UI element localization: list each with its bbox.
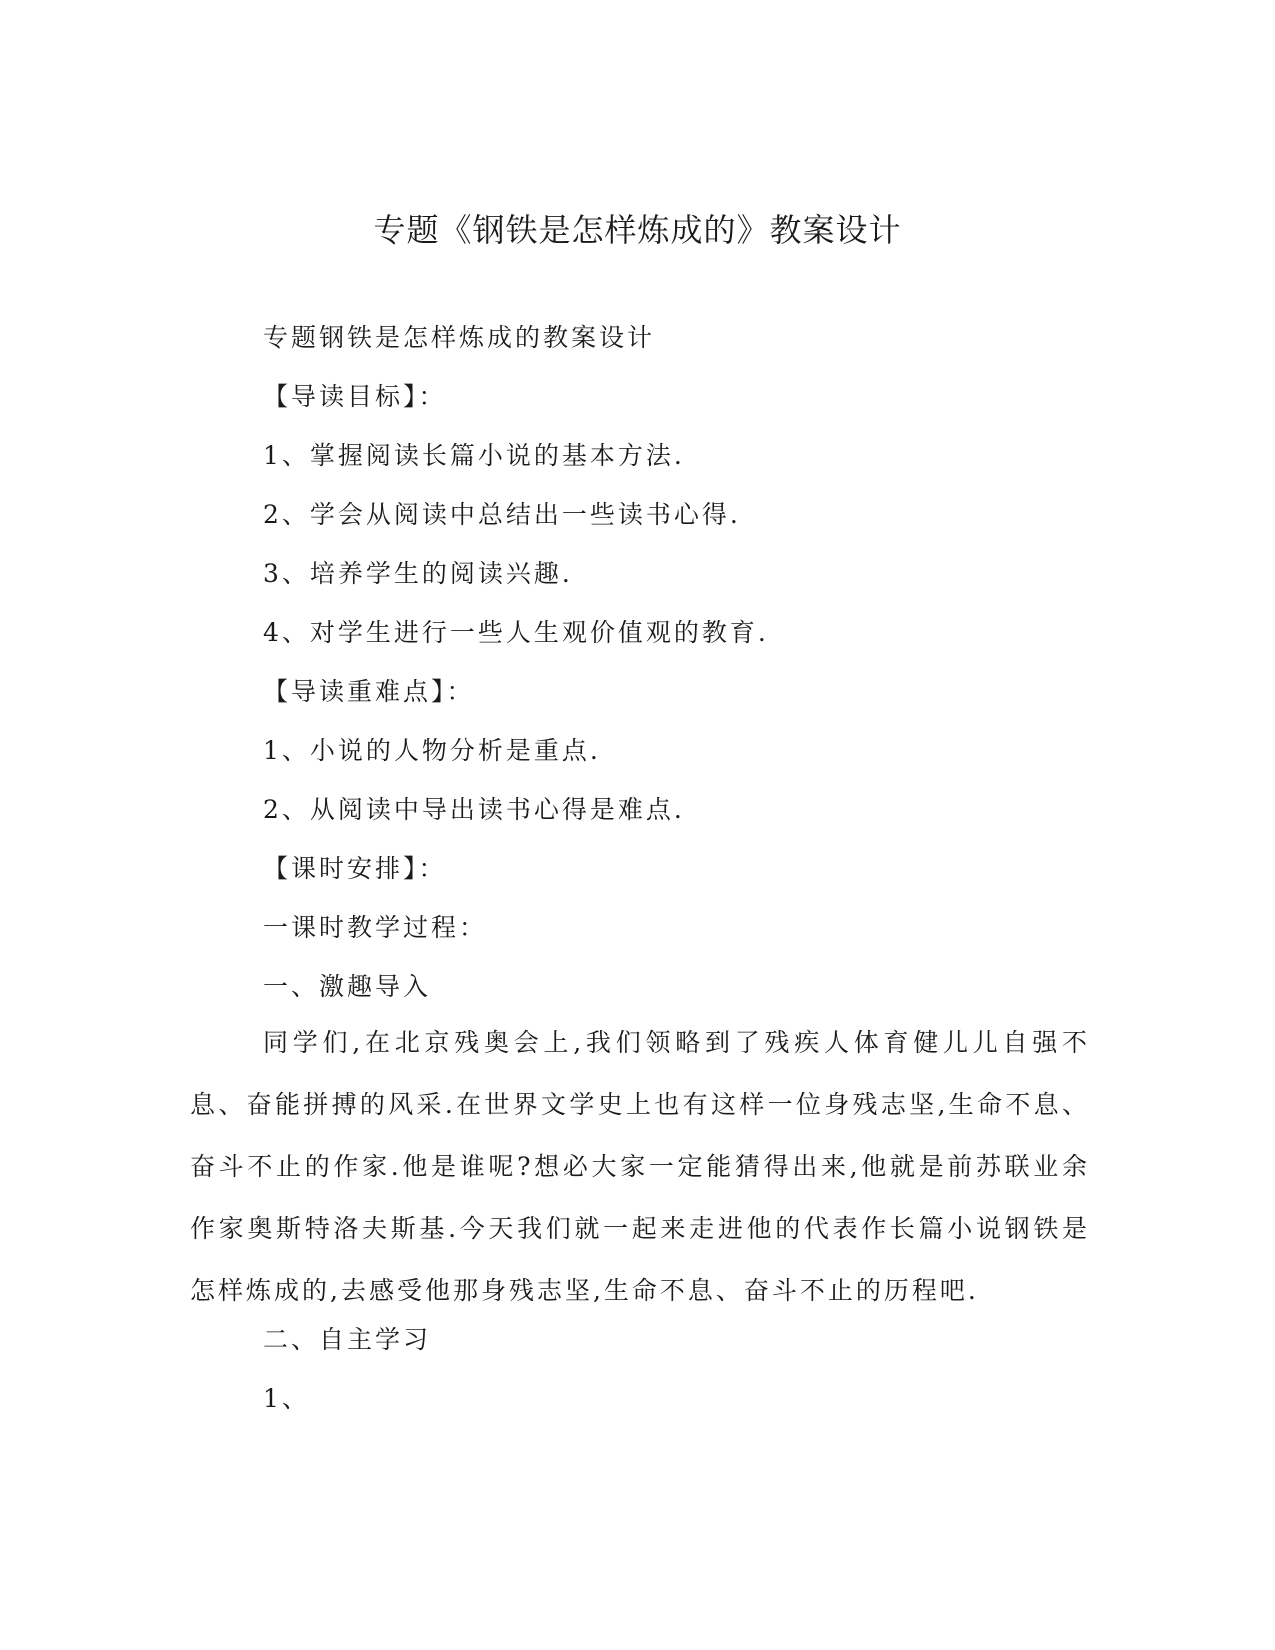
goal-item: 1、掌握阅读长篇小说的基本方法. (263, 441, 685, 470)
goal-item: 3、培养学生的阅读兴趣. (263, 559, 573, 588)
document-subtitle: 专题钢铁是怎样炼成的教案设计 (263, 323, 656, 352)
goal-item: 4、对学生进行一些人生观价值观的教育. (263, 618, 769, 647)
page-title: 专题《钢铁是怎样炼成的》教案设计 (373, 211, 902, 249)
goal-item: 2、学会从阅读中总结出一些读书心得. (263, 500, 741, 529)
section1-heading: 一、激趣导入 (263, 972, 432, 1001)
schedule-text: 一课时教学过程： (263, 913, 488, 942)
section1-paragraph: 同学们,在北京残奥会上,我们领略到了残疾人体育健儿儿自强不息、奋能拼搏的风采.在世界文学史上也有这样一位身残志坚,生命不息、奋斗不止的作家.他是谁呢?想必大家一定能猜得出来,他就是前苏联业余作家奥斯特洛夫斯基.今天我们就一起来走进他的代表作长篇小说钢铁是怎样炼成的,去感受他那身残志坚,生命不息、奋斗不止的历程吧. (190, 1028, 1090, 1305)
difficulty-item: 1、小说的人物分析是重点. (263, 736, 601, 765)
difficulty-item: 2、从阅读中导出读书心得是难点. (263, 795, 685, 824)
goals-heading: 【导读目标】： (263, 382, 447, 411)
section2-heading: 二、自主学习 (263, 1325, 432, 1354)
difficulty-heading: 【导读重难点】： (263, 677, 475, 706)
schedule-heading: 【课时安排】： (263, 854, 447, 883)
section2-item: 1、 (263, 1384, 310, 1413)
